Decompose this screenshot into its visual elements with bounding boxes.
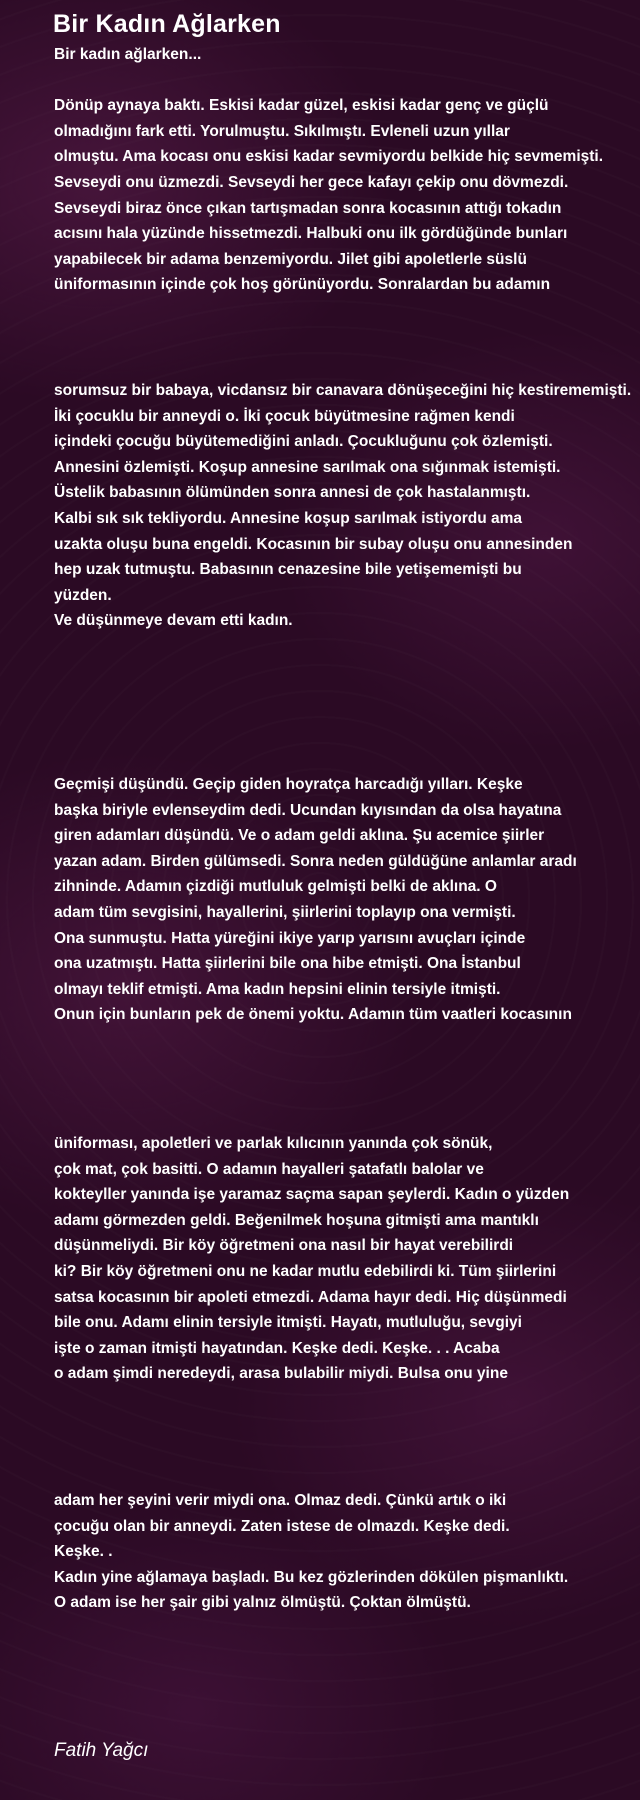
stanza-2 xyxy=(54,378,640,634)
poem-line: kokteyller yanında işe yaramaz saçma sapan şeylerdi. Kadın o yüzden xyxy=(54,1186,570,1204)
stanza-4 xyxy=(54,1131,640,1387)
poem-line: o adam şimdi neredeydi, arasa bulabilir miydi. Bulsa onu yine xyxy=(54,1365,508,1383)
poem-line: Keşke. . xyxy=(54,1543,113,1561)
poem-line: Ve düşünmeye devam etti kadın. xyxy=(54,612,293,630)
poem-line: içindeki çocuğu büyütemediğini anladı. Çocukluğunu çok özlemişti. xyxy=(54,433,553,451)
poem-line: satsa kocasının bir apoleti etmezdi. Adama hayır dedi. Hiç düşünmedi xyxy=(54,1288,567,1306)
poem-line: ki? Bir köy öğretmeni onu ne kadar mutlu edebilirdi ki. Tüm şiirlerini xyxy=(54,1262,557,1280)
poem-line: O adam ise her şair gibi yalnız ölmüştü. Çoktan ölmüştü. xyxy=(54,1594,471,1612)
poem-line: Geçmişi düşündü. Geçip giden hoyratça harcadığı yılları. Keşke xyxy=(54,776,523,793)
poem-line: giren adamları düşündü. Ve o adam geldi aklına. Şu acemice şiirler xyxy=(54,827,545,845)
poem-line: çocuğu olan bir anneydi. Zaten istese de olmazdı. Keşke dedi. xyxy=(54,1517,510,1535)
poem-line: zihninde. Adamın çizdiği mutluluk gelmişti belki de aklına. O xyxy=(54,878,497,896)
poem-line: işte o zaman itmişti hayatından. Keşke dedi. Keşke. . . Acaba xyxy=(54,1339,500,1357)
poem-line: olmayı teklif etmişti. Ama kadın hepsini elinin tersiyle itmişti. xyxy=(54,980,501,998)
poem-line: İki çocuklu bir anneydi o. İki çocuk büyütmesine rağmen kendi xyxy=(54,407,515,425)
poem-line: uzakta oluşu buna engeldi. Kocasının bir subay oluşu onu annesinden xyxy=(54,535,573,553)
poem-line: Bir kadın ağlarken... xyxy=(54,46,202,63)
poem-line: adamı görmezden geldi. Beğenilmek hoşuna gitmişti ama mantıklı xyxy=(54,1211,539,1229)
poem-line: çok mat, çok basitti. O adamın hayalleri şatafatlı balolar ve xyxy=(54,1160,484,1178)
poem-line: üniforması, apoletleri ve parlak kılıcının yanında çok sönük, xyxy=(54,1135,493,1152)
stanza-1 xyxy=(54,42,640,298)
poem-line: olmuştu. Ama kocası onu eskisi kadar sevmiyordu belkide hiç sevmemişti. xyxy=(54,148,604,166)
poem-line: Ona sunmuştu. Hatta yüreğini ikiye yarıp yarısını avuçları içinde xyxy=(54,929,526,947)
poem-line: bile onu. Adamı elinin tersiyle itmişti. Hayatı, mutluluğu, sevgiyi xyxy=(54,1314,522,1332)
poem-line: yapabilecek bir adama benzemiyordu. Jilet gibi apoletlerle süslü xyxy=(54,250,527,268)
poem-line: ona uzatmıştı. Hatta şiirlerini bile ona hibe etmişti. Ona İstanbul xyxy=(54,955,521,973)
poem-line: adam her şeyini verir miydi ona. Olmaz dedi. Çünkü artık o iki xyxy=(54,1492,507,1509)
poem-line: başka biriyle evlenseydim dedi. Ucundan kıyısından da olsa hayatına xyxy=(54,801,562,819)
stanza-5 xyxy=(54,1488,640,1616)
author-name: Fatih Yağcı xyxy=(54,1740,149,1761)
poem-line: Onun için bunların pek de önemi yoktu. Adamın tüm vaatleri kocasının xyxy=(54,1006,572,1024)
poem-line xyxy=(54,68,640,94)
poem-line: yazan adam. Birden gülümsedi. Sonra neden güldüğüne anlamlar aradı xyxy=(54,852,577,870)
poem-line: Dönüp aynaya baktı. Eskisi kadar güzel, eskisi kadar genç ve güçlü xyxy=(54,97,549,115)
poem-line: Annesini özlemişti. Koşup annesine sarılmak ona sığınmak istemişti. xyxy=(54,458,561,476)
poem-line: Üstelik babasının ölümünden sonra annesi de çok hastalanmıştı. xyxy=(54,484,531,502)
stanza-3 xyxy=(54,772,640,1028)
poem-line: sorumsuz bir babaya, vicdansız bir canavara dönüşeceğini hiç kestirememişti. xyxy=(54,382,632,399)
poem-line: adam tüm sevgisini, hayallerini, şiirlerini toplayıp ona vermişti. xyxy=(54,903,516,921)
poem-line: Kalbi sık sık tekliyordu. Annesine koşup sarılmak istiyordu ama xyxy=(54,509,523,527)
poem-line: olmadığını fark etti. Yorulmuştu. Sıkılmıştı. Evleneli uzun yıllar xyxy=(54,122,510,140)
poem-line: üniformasının içinde çok hoş görünüyordu. Sonralardan bu adamın xyxy=(54,276,551,294)
poem-line: Kadın yine ağlamaya başladı. Bu kez gözlerinden dökülen pişmanlıktı. xyxy=(54,1568,569,1586)
poem-line: düşünmeliydi. Bir köy öğretmeni ona nasıl bir hayat verebilirdi xyxy=(54,1237,514,1255)
poem-line: hep uzak tutmuştu. Babasının cenazesine bile yetişememişti bu xyxy=(54,561,522,579)
poem-line: Sevseydi biraz önce çıkan tartışmadan sonra kocasının attığı tokadın xyxy=(54,199,562,217)
poem-line: Sevseydi onu üzmezdi. Sevseydi her gece kafayı çekip onu dövmezdi. xyxy=(54,173,569,191)
poem-title: Bir Kadın Ağlarken xyxy=(53,10,281,38)
poem-line: yüzden. xyxy=(54,586,112,604)
poem-line: acısını hala yüzünde hissetmezdi. Halbuki onu ilk gördüğünde bunları xyxy=(54,225,568,243)
